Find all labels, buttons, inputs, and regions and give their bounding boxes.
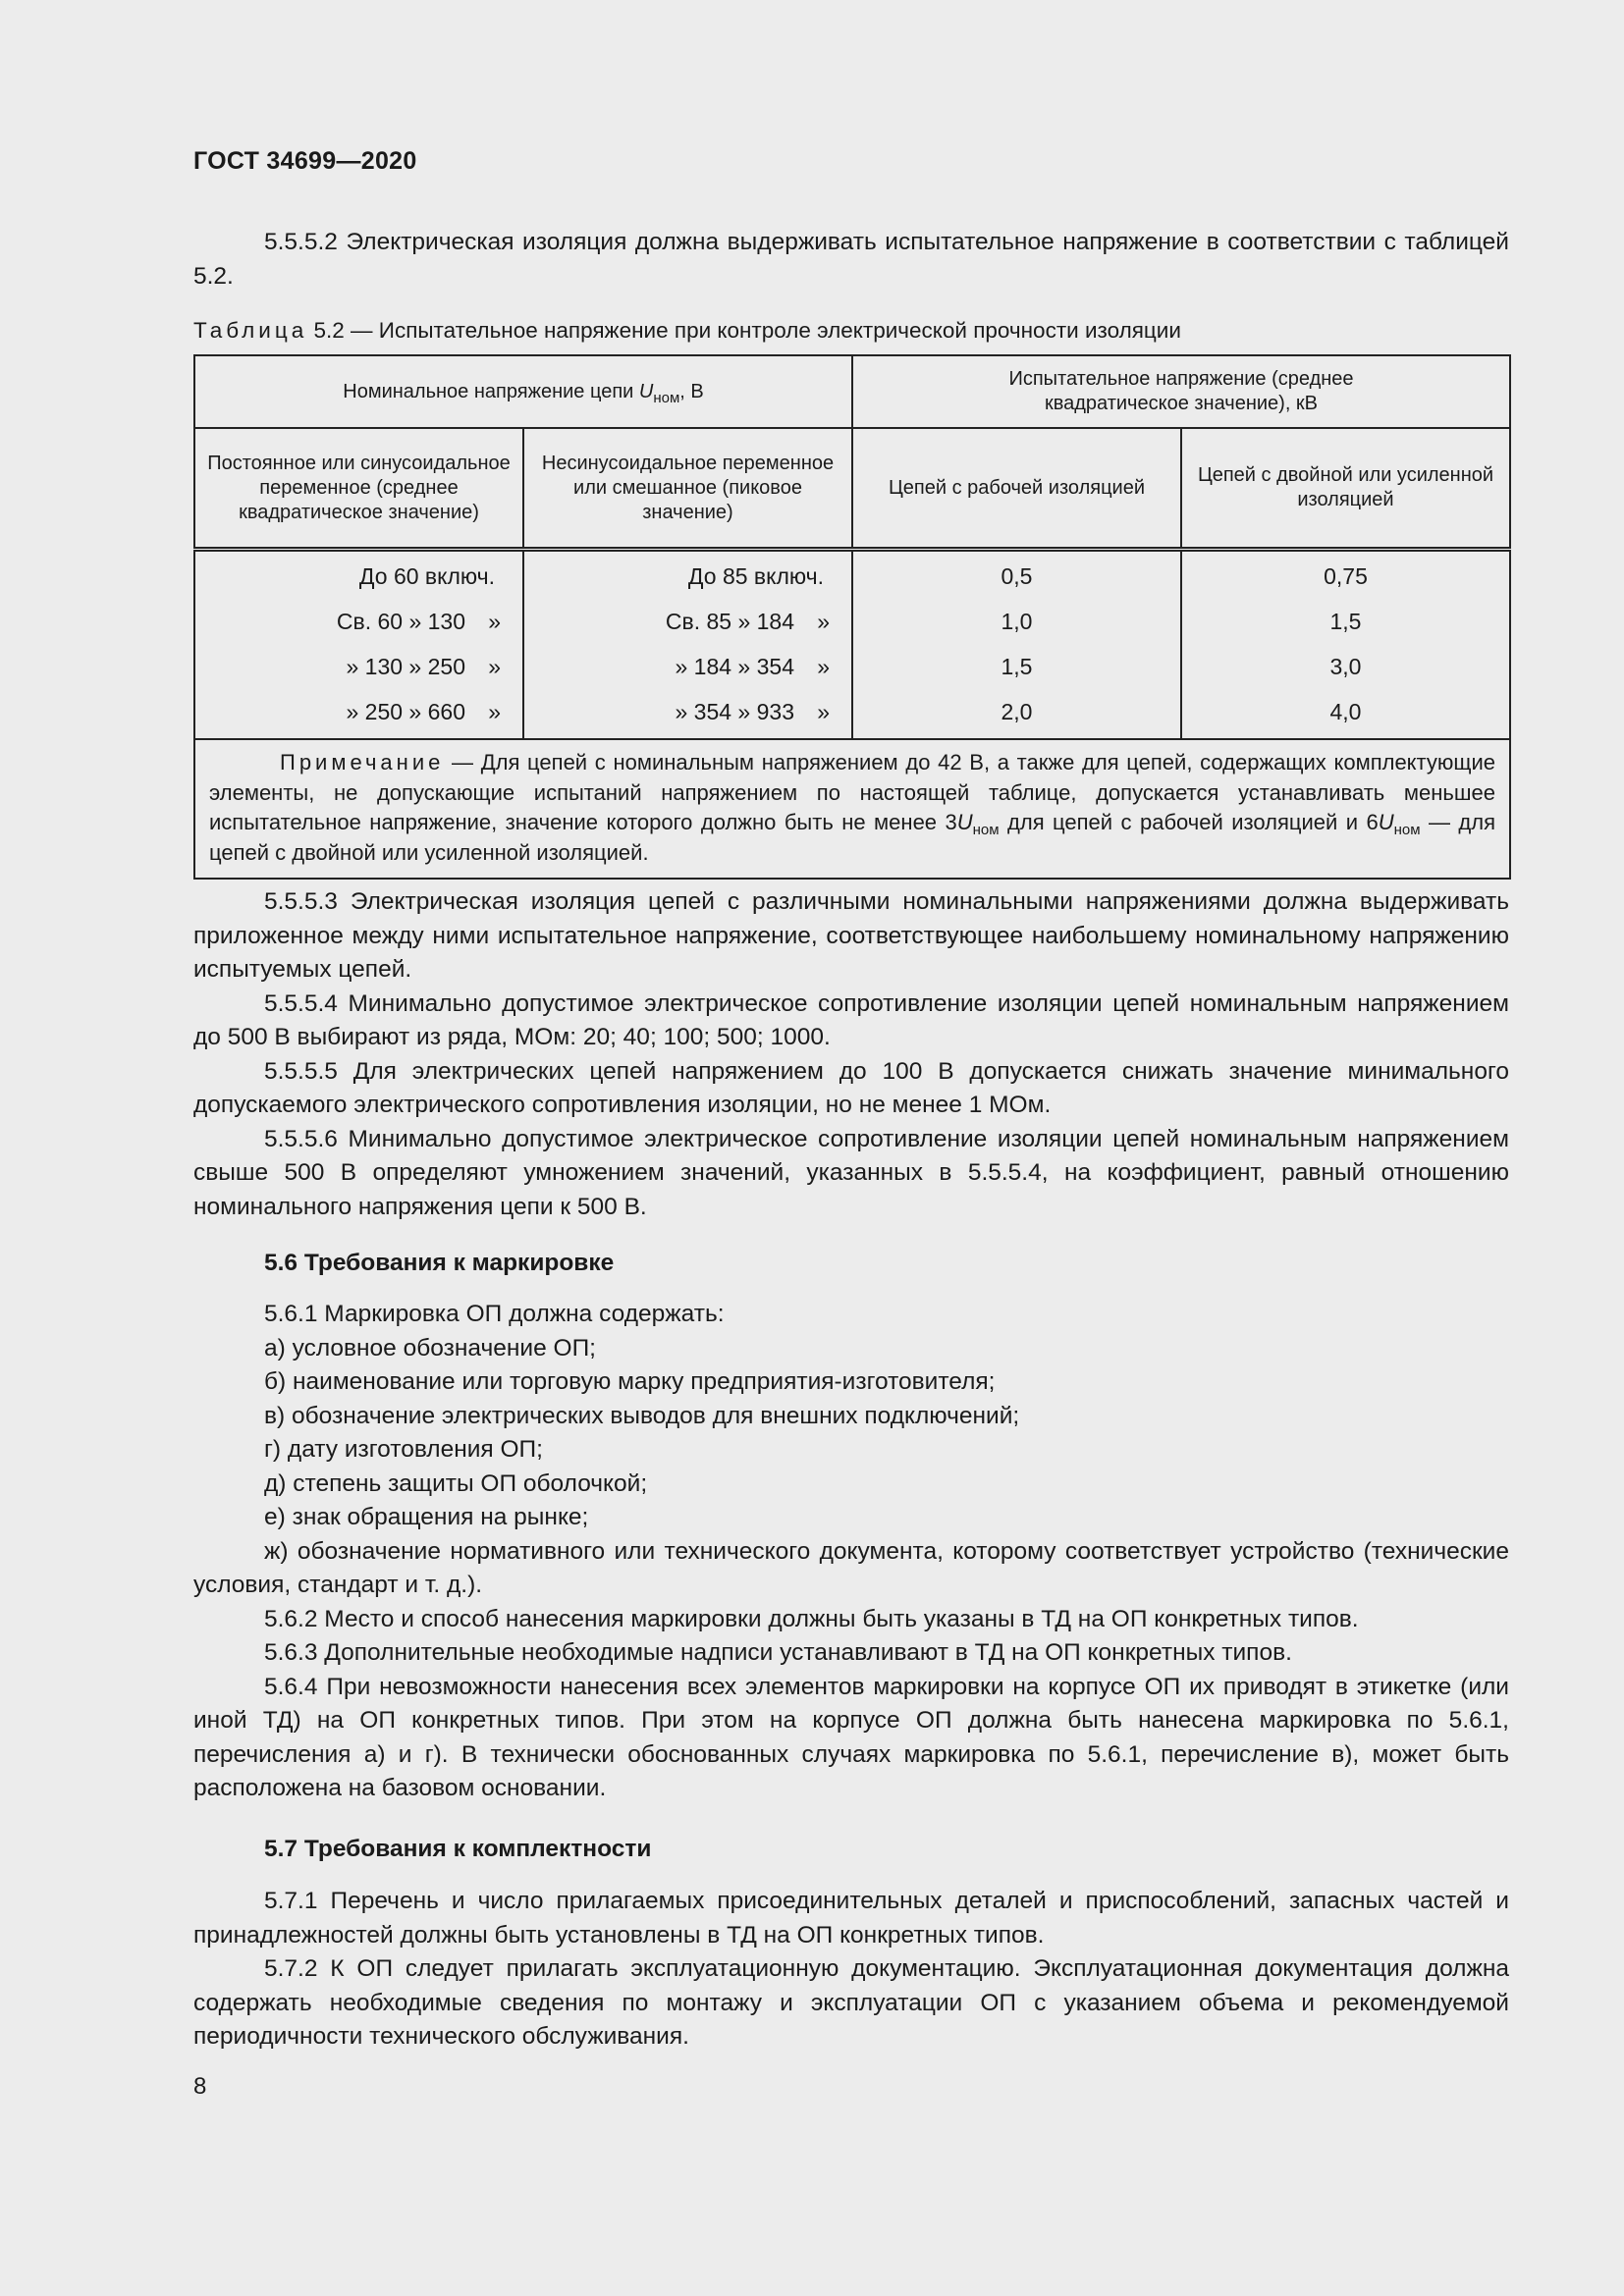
paragraph-5-5-5-2: 5.5.5.2 Электрическая изоляция должна выдерживать испытательное напряжение в соответствии с таблицей 5.2. bbox=[193, 229, 1509, 290]
table-cell: 1,0 bbox=[1001, 609, 1033, 634]
voltage-table bbox=[193, 354, 1511, 880]
table-cell: » 354 » 933 » bbox=[675, 699, 830, 724]
section-5-7-title: 5.7 Требования к комплектности bbox=[264, 1836, 652, 1862]
table-cell: 3,0 bbox=[1329, 654, 1362, 679]
table-cell: 1,5 bbox=[1001, 654, 1033, 679]
subheader-nonsinusoidal: Несинусоидальное переменное или смешанное (пиковое значение) bbox=[523, 428, 852, 550]
section-5-6-title-block bbox=[193, 1250, 1509, 1277]
column-double-values bbox=[1181, 550, 1510, 740]
paragraph-5-5-5-5: 5.5.5.5 Для электрических цепей напряжением до 100 В допускается снижать значение минимального допускаемого электрического сопротивления изоляции, но не менее 1 МОм. bbox=[193, 1057, 1509, 1118]
table-cell: Св. 85 » 184 » bbox=[665, 609, 830, 634]
section-5-6-body bbox=[193, 1298, 1509, 1806]
note-label: Примечание bbox=[280, 750, 445, 774]
table-cell: До 85 включ. bbox=[687, 563, 824, 589]
list-item: е) знак обращения на рынке; bbox=[264, 1504, 589, 1530]
paragraph-5-7-2: 5.7.2 К ОП следует прилагать эксплуатационную документацию. Эксплуатационная документация должна содержать необходимые сведения по монтажу и эксплуатации ОП с указанием объема и рекомендуемой периодичности технического обслуживания. bbox=[193, 1955, 1509, 2050]
table-cell: До 60 включ. bbox=[358, 563, 495, 589]
list-item: а) условное обозначение ОП; bbox=[264, 1334, 596, 1362]
table-cell: » 250 » 660 » bbox=[346, 699, 501, 724]
table-cell: 0,5 bbox=[1001, 563, 1033, 589]
subheader-dc-sinusoidal: Постоянное или синусоидальное переменное (среднее квадратическое значение) bbox=[194, 428, 523, 550]
table-caption bbox=[193, 316, 1509, 346]
paragraph-5-6-1: 5.6.1 Маркировка ОП должна содержать: bbox=[264, 1301, 725, 1327]
table-cell: Св. 60 » 130 » bbox=[336, 609, 501, 634]
paragraph-5-6-3: 5.6.3 Дополнительные необходимые надписи устанавливают в ТД на ОП конкретных типов. bbox=[264, 1639, 1292, 1666]
header-test-voltage: Испытательное напряжение (среднее квадратическое значение), кВ bbox=[852, 355, 1510, 428]
table-cell: » 130 » 250 » bbox=[346, 654, 501, 679]
paragraph-5-7-1: 5.7.1 Перечень и число прилагаемых присоединительных деталей и приспособлений, запасных частей и принадлежностей должны быть установлены в ТД на ОП конкретных типов. bbox=[193, 1888, 1509, 1949]
paragraph-5-5-5-4: 5.5.5.4 Минимально допустимое электрическое сопротивление изоляции цепей номинальным напряжением до 500 В выбирают из ряда, МОм: 20; 40; 100; 500; 1000. bbox=[193, 989, 1509, 1050]
list-item: д) степень защиты ОП оболочкой; bbox=[264, 1469, 648, 1497]
list-item: г) дату изготовления ОП; bbox=[264, 1436, 543, 1463]
paragraph-5-6-4: 5.6.4 При невозможности нанесения всех элементов маркировки на корпусе ОП их приводят в этикетке (или иной ТД) на ОП конкретных типов. При этом на корпусе ОП должна быть нанесена маркировка по 5.6.1, перечисления а) и г). В технически обоснованных случаях маркировка по 5.6.1, перечисление в), может быть расположена на базовом основании. bbox=[193, 1673, 1509, 1801]
section-5-6-title: 5.6 Требования к маркировке bbox=[264, 1250, 615, 1276]
paragraph-5-5-5-3: 5.5.5.3 Электрическая изоляция цепей с различными номинальными напряжениями должна выдерживать приложенное между ними испытательное напряжение, соответствующее наибольшему номинальному напряжению испытуемых цепей. bbox=[193, 888, 1509, 983]
intro-section bbox=[193, 226, 1509, 294]
header-nominal-voltage: Номинальное напряжение цепи $U_{ном}$, В bbox=[194, 355, 852, 428]
table-cell: 2,0 bbox=[1001, 699, 1033, 724]
table-caption-text: 5.2 — Испытательное напряжение при контроле электрической прочности изоляции bbox=[307, 318, 1181, 343]
paragraph-5-6-2: 5.6.2 Место и способ нанесения маркировки должны быть указаны в ТД на ОП конкретных типов. bbox=[264, 1605, 1359, 1632]
table-cell: 4,0 bbox=[1329, 699, 1362, 724]
list-item: б) наименование или торговую марку предприятия-изготовителя; bbox=[264, 1368, 996, 1395]
table-note: Примечание — Для цепей с номинальным напряжением до 42 В, а также для цепей, содержащих комплектующие элементы, не допускающие испытаний напряжением по настоящей таблице, допускается устанавливать меньшее испытательное напряжение, значение которого должно быть не менее $3U_{ном}$ для цепей с рабочей изоляцией и $6U_{ном}$ — для цепей с двойной или усиленной изоляцией. bbox=[194, 739, 1510, 879]
table-cell: » 184 » 354 » bbox=[675, 654, 830, 679]
document-page bbox=[193, 0, 1509, 2296]
list-item: в) обозначение электрических выводов для внешних подключений; bbox=[264, 1402, 1020, 1429]
column-peak-values bbox=[523, 550, 852, 740]
table-cell: 0,75 bbox=[1324, 563, 1368, 589]
paragraphs-5-5-5 bbox=[193, 885, 1509, 1224]
subheader-double-insulation: Цепей с двойной или усиленной изоляцией bbox=[1181, 428, 1510, 550]
list-item: ж) обозначение нормативного или технического документа, которому соответствует устройство (технические условия, стандарт и т. д.). bbox=[193, 1537, 1509, 1598]
section-5-7-body bbox=[193, 1885, 1509, 2055]
table-5-2 bbox=[193, 354, 1509, 880]
subheader-working-insulation: Цепей с рабочей изоляцией bbox=[852, 428, 1181, 550]
column-dc-values bbox=[194, 550, 523, 740]
section-5-7-title-block bbox=[193, 1836, 1509, 1863]
table-cell: 1,5 bbox=[1329, 609, 1362, 634]
paragraph-5-5-5-6: 5.5.5.6 Минимально допустимое электрическое сопротивление изоляции цепей номинальным напряжением свыше 500 В определяют умножением значений, указанных в 5.5.5.4, на коэффициент, равный отношению номинального напряжения цепи к 500 В. bbox=[193, 1125, 1509, 1220]
document-header: ГОСТ 34699—2020 bbox=[193, 147, 417, 175]
table-caption-label: Таблица bbox=[193, 318, 308, 343]
page-number: 8 bbox=[193, 2073, 207, 2100]
column-working-values bbox=[852, 550, 1181, 740]
